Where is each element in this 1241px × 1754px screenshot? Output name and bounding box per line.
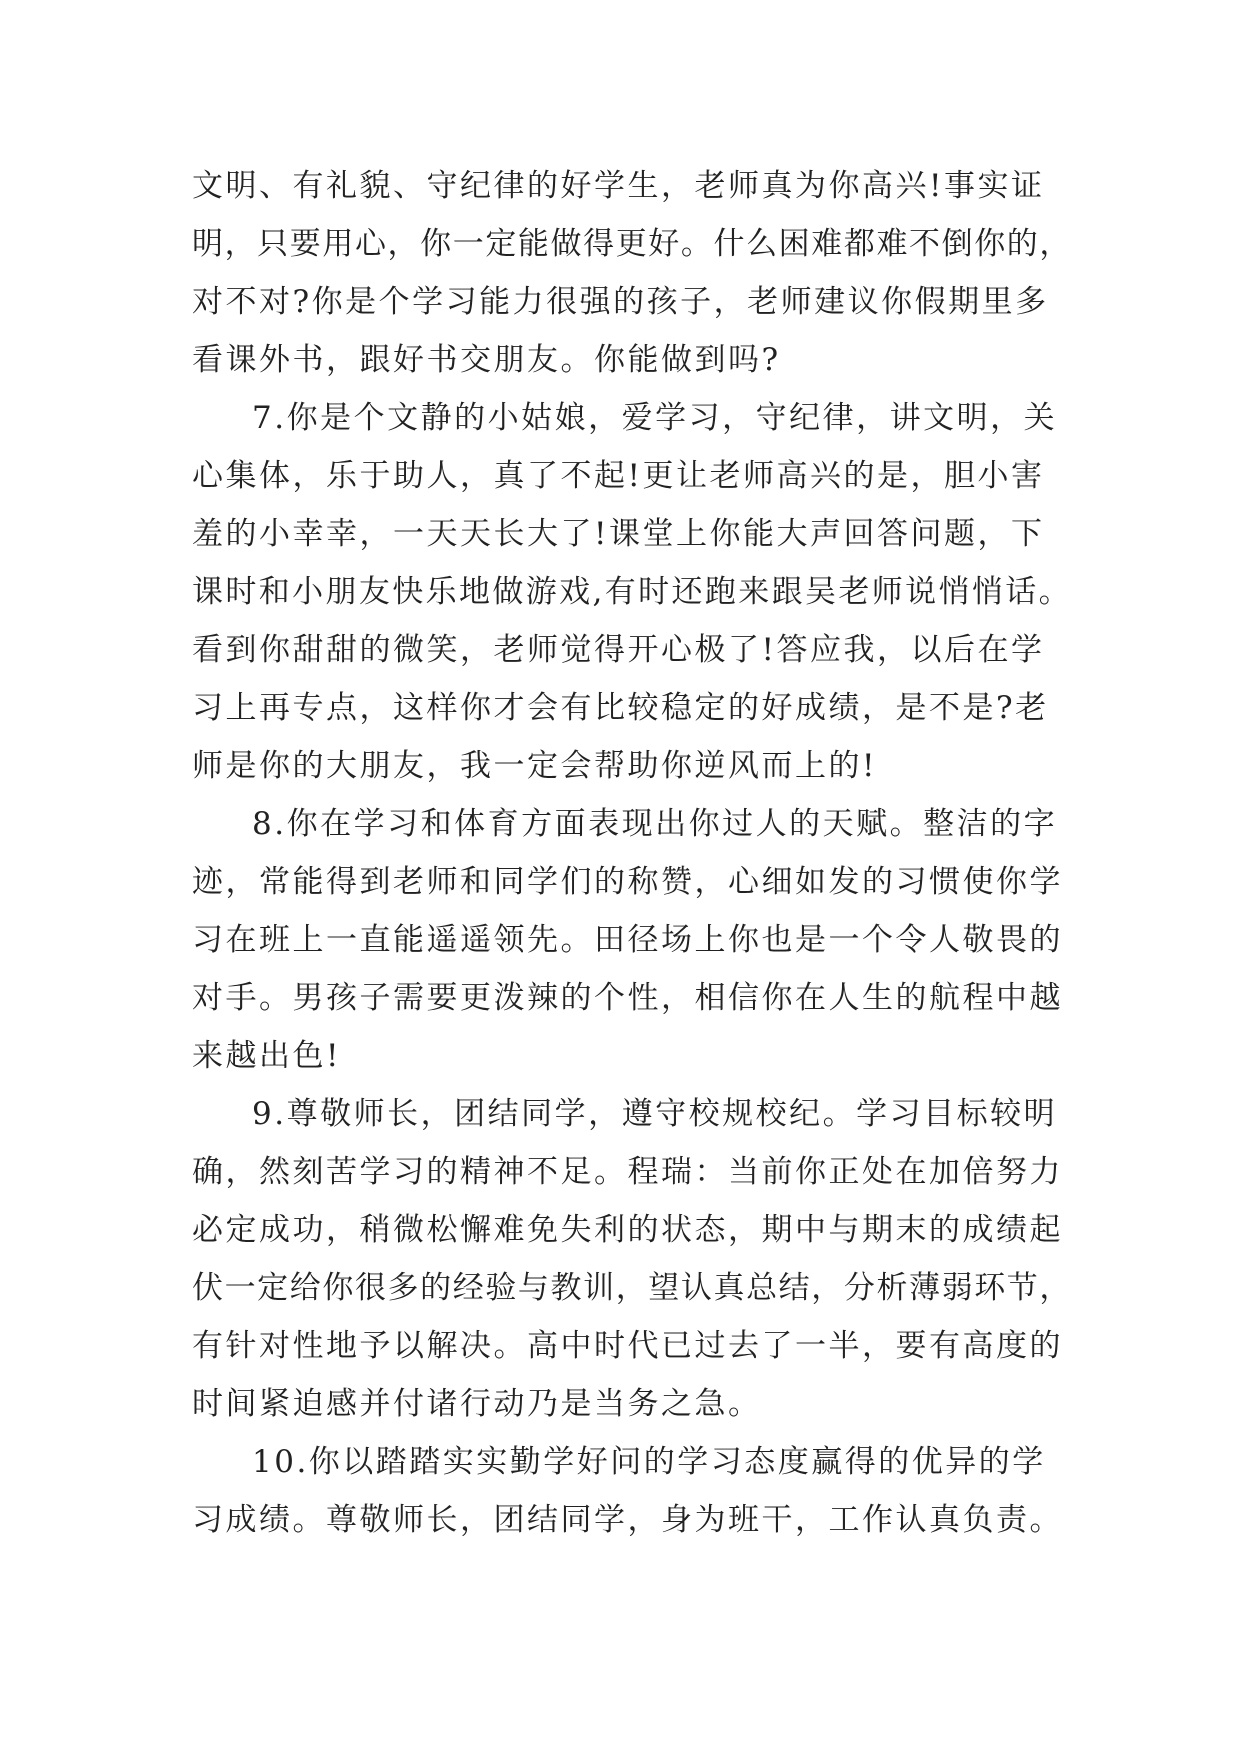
paragraph-7-start: 7.你是个文静的小姑娘，爱学习，守纪律，讲文明，关: [252, 400, 1058, 436]
paragraph-8-start: 8.你在学习和体育方面表现出你过人的天赋。整洁的字: [252, 806, 1058, 842]
text-line: 确，然刻苦学习的精神不足。程瑞：当前你正处在加倍努力: [192, 1154, 1063, 1190]
document-body: [192, 157, 1072, 1549]
text-line: 伏一定给你很多的经验与教训，望认真总结，分析薄弱环节，: [192, 1270, 1072, 1306]
text-line: 明，只要用心，你一定能做得更好。什么困难都难不倒你的，: [192, 226, 1072, 262]
text-line: 习上再专点，这样你才会有比较稳定的好成绩，是不是?老: [192, 690, 1049, 726]
text-line: 羞的小幸幸，一天天长大了!课堂上你能大声回答问题，下: [192, 516, 1045, 552]
text-line: 对不对?你是个学习能力很强的孩子，老师建议你假期里多: [192, 284, 1049, 320]
text-line: 必定成功，稍微松懈难免失利的状态，期中与期末的成绩起: [192, 1212, 1063, 1248]
text-line: 师是你的大朋友，我一定会帮助你逆风而上的!: [192, 748, 877, 784]
paragraph-9-start: 9.尊敬师长，团结同学，遵守校规校纪。学习目标较明: [252, 1096, 1058, 1132]
text-line: 文明、有礼貌、守纪律的好学生，老师真为你高兴!事实证: [192, 168, 1045, 204]
text-line: 心集体，乐于助人，真了不起!更让老师高兴的是，胆小害: [192, 458, 1045, 494]
text-line: 有针对性地予以解决。高中时代已过去了一半，要有高度的: [192, 1328, 1063, 1364]
text-line: 看到你甜甜的微笑，老师觉得开心极了!答应我，以后在学: [192, 632, 1045, 668]
text-line: 迹，常能得到老师和同学们的称赞，心细如发的习惯使你学: [192, 864, 1063, 900]
text-line: 看课外书，跟好书交朋友。你能做到吗?: [192, 342, 781, 378]
text-line: 习在班上一直能遥遥领先。田径场上你也是一个令人敬畏的: [192, 922, 1063, 958]
text-line: 对手。男孩子需要更泼辣的个性，相信你在人生的航程中越: [192, 980, 1063, 1016]
text-line: 习成绩。尊敬师长，团结同学，身为班干，工作认真负责。: [192, 1502, 1063, 1538]
paragraph-10-start: 10.你以踏踏实实勤学好问的学习态度赢得的优异的学: [252, 1444, 1046, 1480]
text-line: 来越出色!: [192, 1038, 341, 1074]
text-line: 课时和小朋友快乐地做游戏,有时还跑来跟吴老师说悄悄话。: [192, 574, 1072, 610]
text-line: 时间紧迫感并付诸行动乃是当务之急。: [192, 1386, 762, 1422]
